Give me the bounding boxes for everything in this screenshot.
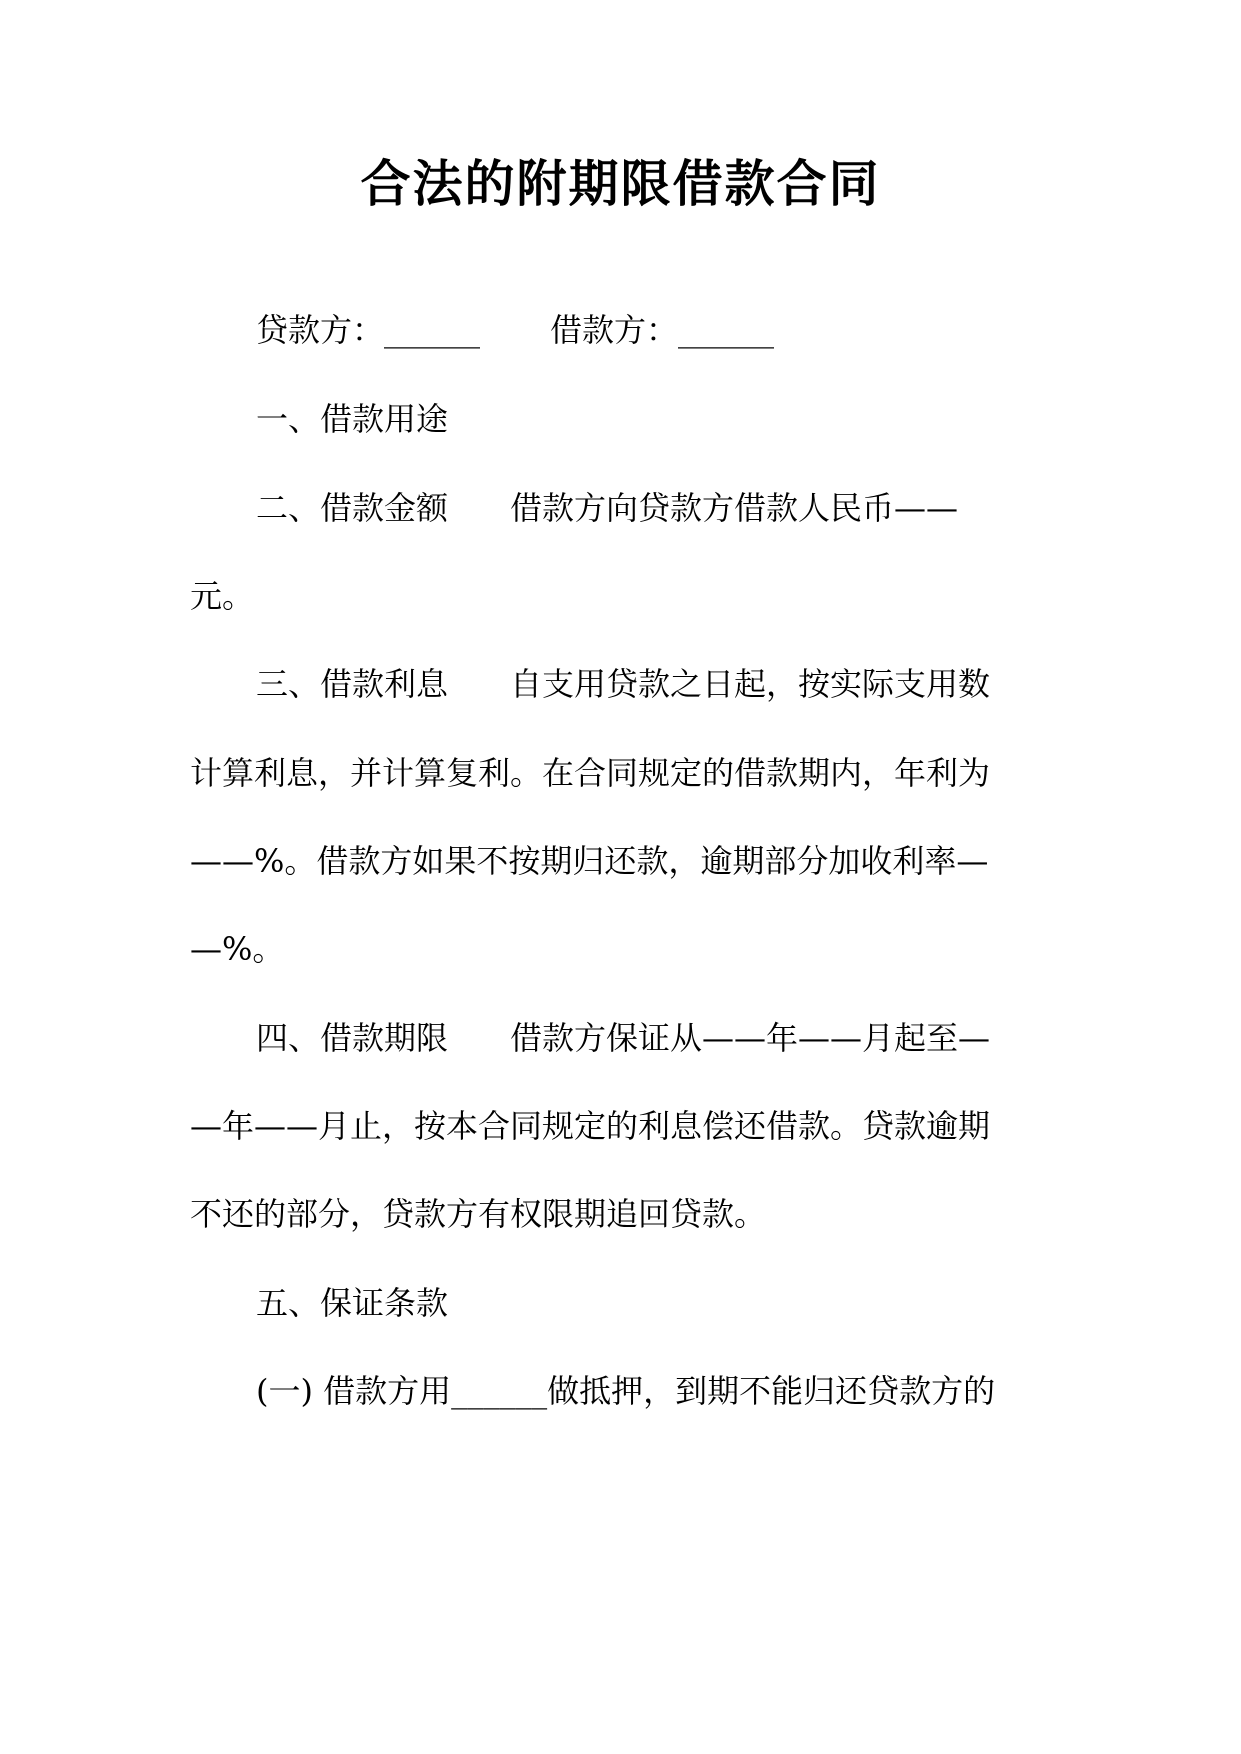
- paragraph-line: —年——月止，按本合同规定的利息偿还借款。贷款逾期: [190, 1107, 991, 1145]
- section-heading-interest: 三、借款利息: [256, 665, 449, 703]
- paragraph-line: 元。: [190, 577, 255, 615]
- interest-text: 自支用贷款之日起，按实际支用数: [510, 665, 991, 703]
- section-term-line: [256, 1014, 1136, 1062]
- section-heading-guarantee: 五、保证条款: [256, 1284, 449, 1322]
- section-heading-term: 四、借款期限: [256, 1019, 449, 1057]
- section-heading-purpose: 一、借款用途: [256, 400, 449, 438]
- section-interest-line: [256, 660, 1136, 708]
- paragraph-line: 计算利息，并计算复利。在合同规定的借款期内，年利为: [190, 754, 991, 792]
- amount-text: 借款方向贷款方借款人民币——: [510, 489, 959, 527]
- borrower-field: 借款方：______: [550, 311, 775, 349]
- term-text: 借款方保证从——年——月起至—: [510, 1019, 991, 1057]
- document-title: 合法的附期限借款合同: [360, 155, 881, 213]
- section-amount-line: [256, 484, 1136, 532]
- paragraph-line: ——%。借款方如果不按期归还款，逾期部分加收利率—: [190, 842, 989, 880]
- lender-field: 贷款方：______: [256, 311, 481, 349]
- paragraph-line: 不还的部分，贷款方有权限期追回贷款。: [190, 1195, 767, 1233]
- clause-line: (一) 借款方用______做抵押，到期不能归还贷款方的: [256, 1372, 996, 1410]
- parties-line: [256, 306, 1136, 354]
- section-heading-amount: 二、借款金额: [256, 489, 449, 527]
- paragraph-line: —%。: [190, 930, 285, 968]
